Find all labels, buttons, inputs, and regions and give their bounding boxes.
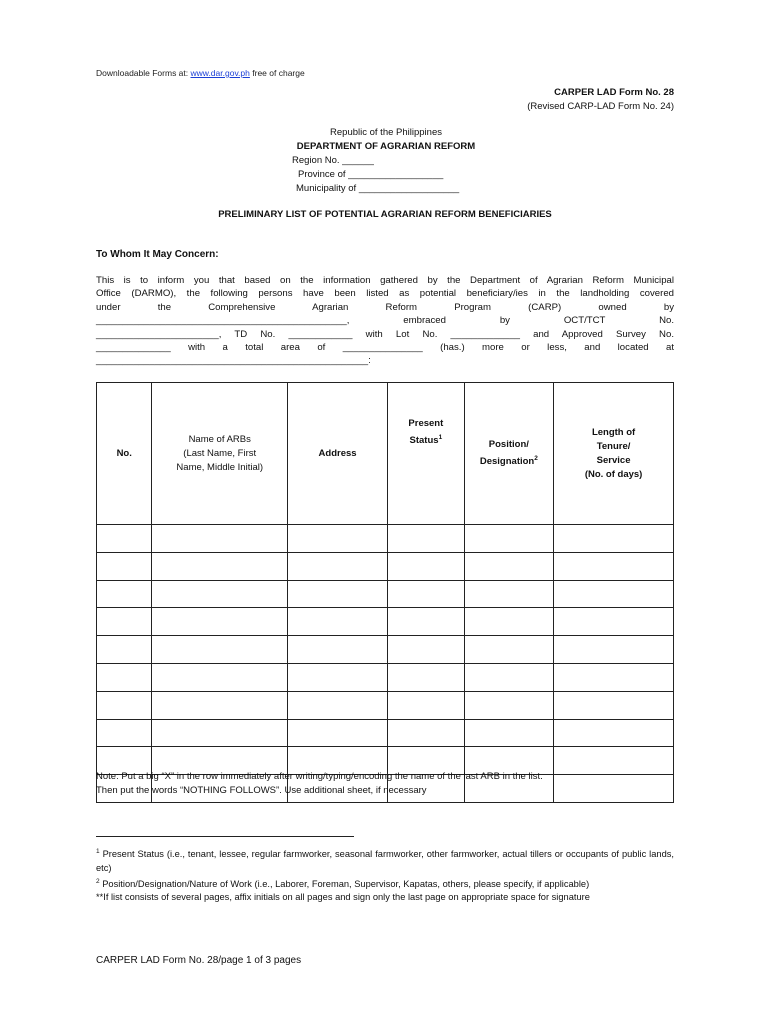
table-cell[interactable] bbox=[554, 663, 674, 691]
municipality-line: Municipality of ___________________ bbox=[296, 183, 460, 194]
form-number-block bbox=[527, 86, 674, 114]
table-cell[interactable] bbox=[287, 580, 387, 608]
table-cell[interactable] bbox=[97, 691, 152, 719]
table-row bbox=[97, 636, 674, 664]
form-number-revised: (Revised CARP-LAD Form No. 24) bbox=[527, 101, 674, 112]
table-cell[interactable] bbox=[152, 525, 288, 553]
paragraph-line: under the Comprehensive Agrarian Reform Program (CARP) owned by bbox=[96, 301, 674, 313]
table-cell[interactable] bbox=[97, 663, 152, 691]
table-cell[interactable] bbox=[152, 580, 288, 608]
note-line: Note: Put a big “X” in the row immediately after writing/typing/encoding the name of the last ARB in the list. bbox=[96, 771, 543, 782]
paragraph-line: _______________________, TD No. ____________ with Lot No. _____________ and Approved Survey No. bbox=[96, 328, 674, 340]
table-cell[interactable] bbox=[554, 552, 674, 580]
agency-header bbox=[270, 126, 502, 196]
intro-paragraph bbox=[96, 274, 674, 368]
table-cell[interactable] bbox=[97, 719, 152, 747]
paragraph-line: ______________ with a total area of _______________ (has.) more or less, and located at bbox=[96, 342, 674, 354]
table-cell[interactable] bbox=[97, 608, 152, 636]
form-number-title: CARPER LAD Form No. 28 bbox=[554, 87, 674, 98]
note-line: Then put the words “NOTHING FOLLOWS”. Use additional sheet, if necessary bbox=[96, 785, 427, 796]
document-title: PRELIMINARY LIST OF POTENTIAL AGRARIAN REFORM BENEFICIARIES bbox=[218, 209, 552, 220]
table-row bbox=[97, 691, 674, 719]
table-row bbox=[97, 580, 674, 608]
col-status-header: Present Status$^1$ bbox=[388, 383, 464, 525]
region-line: Region No. ______ bbox=[292, 155, 374, 166]
table-cell[interactable] bbox=[287, 608, 387, 636]
province-line: Province of __________________ bbox=[298, 169, 444, 180]
table-row bbox=[97, 663, 674, 691]
table-cell[interactable] bbox=[388, 636, 464, 664]
beneficiaries-table bbox=[96, 382, 674, 803]
footnote-divider bbox=[96, 836, 354, 837]
table-cell[interactable] bbox=[97, 552, 152, 580]
table-body bbox=[97, 525, 674, 803]
footnote-3: **If list consists of several pages, affix initials on all pages and sign only the last page on appropriate space for signature bbox=[96, 892, 590, 903]
table-cell[interactable] bbox=[287, 636, 387, 664]
table-cell[interactable] bbox=[464, 636, 554, 664]
table-cell[interactable] bbox=[152, 663, 288, 691]
download-notice bbox=[96, 68, 305, 78]
col-position-header: Position/ Designation$^2$ bbox=[464, 383, 554, 525]
table-cell[interactable] bbox=[388, 580, 464, 608]
footnote-1: $^1$ Present Status (i.e., tenant, lessee, regular farmworker, seasonal farmworker, other farmworker, actual tillers or occupants of public lands, etc) bbox=[96, 848, 674, 873]
table-cell[interactable] bbox=[152, 552, 288, 580]
table-cell[interactable] bbox=[554, 691, 674, 719]
table-cell[interactable] bbox=[388, 608, 464, 636]
table-cell[interactable] bbox=[287, 691, 387, 719]
table-cell[interactable] bbox=[287, 663, 387, 691]
table-cell[interactable] bbox=[97, 636, 152, 664]
paragraph-line: ___________________________________________________: bbox=[96, 355, 371, 367]
table-cell[interactable] bbox=[287, 552, 387, 580]
table-cell[interactable] bbox=[287, 719, 387, 747]
table-cell[interactable] bbox=[464, 580, 554, 608]
table-cell[interactable] bbox=[554, 636, 674, 664]
table-header-row bbox=[97, 383, 674, 525]
table-cell[interactable] bbox=[152, 636, 288, 664]
table-cell[interactable] bbox=[97, 580, 152, 608]
footnote-2: $^2$ Position/Designation/Nature of Work (i.e., Laborer, Foreman, Supervisor, Kapatas, others, please specify, if applicable) bbox=[96, 877, 590, 889]
paragraph-line: Office (DARMO), the following persons have been listed as potential beneficiary/ies in the landholding covered bbox=[96, 288, 674, 300]
table-cell[interactable] bbox=[464, 719, 554, 747]
table-cell[interactable] bbox=[464, 525, 554, 553]
page-footer: CARPER LAD Form No. 28/page 1 of 3 pages bbox=[96, 955, 302, 966]
table-cell[interactable] bbox=[388, 552, 464, 580]
paragraph-line: _______________________________________________, embraced by OCT/TCT No. bbox=[96, 315, 674, 327]
table-cell[interactable] bbox=[464, 608, 554, 636]
table-cell[interactable] bbox=[388, 691, 464, 719]
table-cell[interactable] bbox=[464, 663, 554, 691]
download-suffix: free of charge bbox=[249, 68, 305, 78]
table-row bbox=[97, 608, 674, 636]
table-cell[interactable] bbox=[152, 719, 288, 747]
table-cell[interactable] bbox=[554, 580, 674, 608]
footnotes bbox=[96, 845, 674, 905]
paragraph-line: This is to inform you that based on the information gathered by the Department of Agrarian Reform Municipal bbox=[96, 275, 674, 286]
col-name-header: Name of ARBs (Last Name, First Name, Middle Initial) bbox=[152, 383, 288, 525]
table-cell[interactable] bbox=[388, 719, 464, 747]
table-row bbox=[97, 552, 674, 580]
table-cell[interactable] bbox=[464, 552, 554, 580]
download-prefix: Downloadable Forms at: bbox=[96, 68, 191, 78]
table-cell[interactable] bbox=[388, 663, 464, 691]
table-cell[interactable] bbox=[152, 608, 288, 636]
col-address-header: Address bbox=[287, 383, 387, 525]
table-cell[interactable] bbox=[554, 719, 674, 747]
table-cell[interactable] bbox=[464, 691, 554, 719]
table-cell[interactable] bbox=[554, 608, 674, 636]
salutation: To Whom It May Concern: bbox=[96, 249, 219, 260]
table-cell[interactable] bbox=[287, 525, 387, 553]
republic-line: Republic of the Philippines bbox=[330, 127, 442, 138]
table-cell[interactable] bbox=[152, 691, 288, 719]
table-cell[interactable] bbox=[388, 525, 464, 553]
table-cell[interactable] bbox=[554, 525, 674, 553]
table-row bbox=[97, 525, 674, 553]
note bbox=[96, 770, 674, 798]
col-tenure-header: Length of Tenure/ Service (No. of days) bbox=[554, 383, 674, 525]
dar-website-link[interactable]: www.dar.gov.ph bbox=[190, 68, 250, 78]
table-row bbox=[97, 719, 674, 747]
table-cell[interactable] bbox=[97, 525, 152, 553]
col-no-header: No. bbox=[97, 383, 152, 525]
department-line: DEPARTMENT OF AGRARIAN REFORM bbox=[296, 141, 476, 152]
